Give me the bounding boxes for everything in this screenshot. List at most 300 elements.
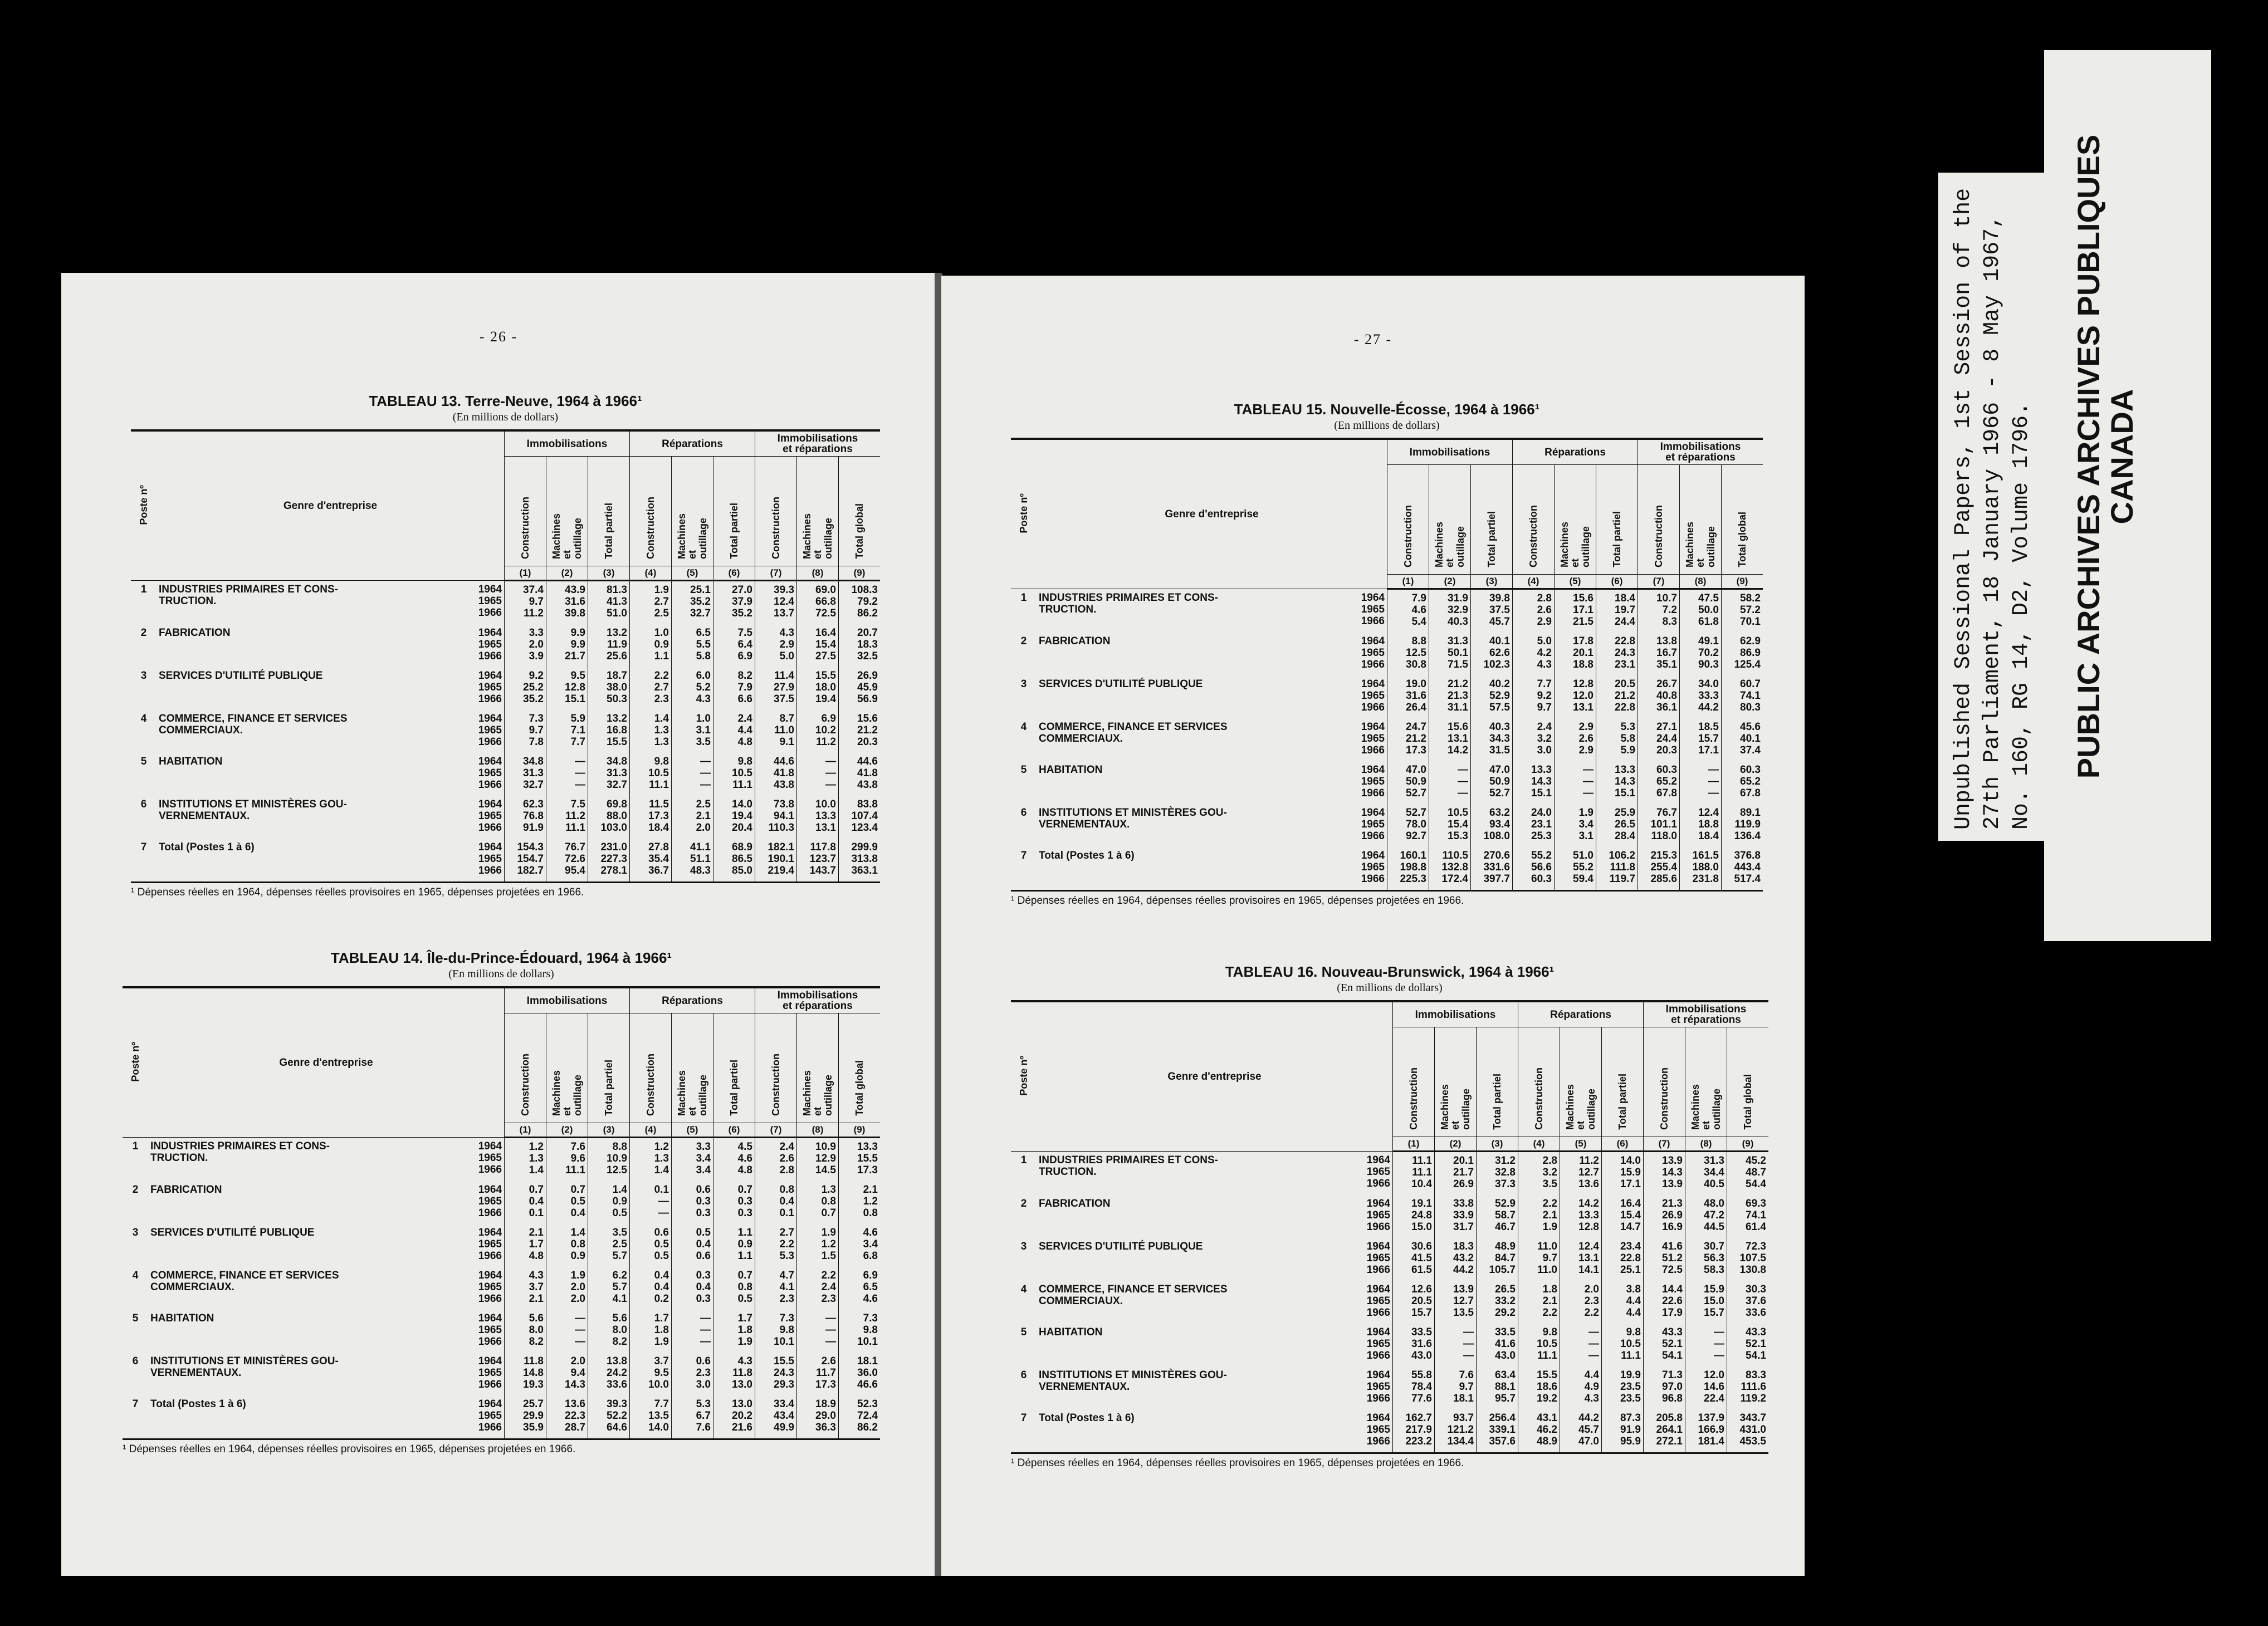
value-cell: 2.0 2.3 2.2 (1560, 1281, 1602, 1324)
value-cell: 17.8 20.1 18.8 (1555, 633, 1596, 675)
value-cell: 44.2 45.7 47.0 (1560, 1409, 1602, 1453)
value-cell: 34.8 31.3 32.7 (588, 753, 630, 796)
year-list: 1964 1965 1966 (1366, 1284, 1390, 1319)
value-cell: 58.2 57.2 70.1 (1722, 589, 1763, 633)
value-cell: 343.7 431.0 453.5 (1727, 1409, 1769, 1453)
business-type (1037, 1324, 1358, 1367)
column-header (839, 457, 881, 566)
value-cell: 69.8 88.0 103.0 (588, 796, 630, 839)
value-cell: 31.2 32.8 37.3 (1477, 1152, 1518, 1196)
value-cell: 62.9 86.9 125.4 (1722, 633, 1763, 675)
value-cell: 5.3 6.7 7.6 (672, 1395, 713, 1439)
column-header-label: Machines et outillage (1684, 521, 1717, 567)
year-list: 1964 1965 1966 (478, 670, 502, 705)
value-cell: 52.3 72.4 86.2 (839, 1395, 881, 1439)
column-group-header: Immobilisations (505, 987, 630, 1013)
value-cell: 1.2 1.3 1.4 (630, 1138, 672, 1182)
value-cell: 19.9 23.5 23.5 (1602, 1367, 1644, 1409)
value-cell: 69.0 66.8 72.5 (797, 581, 839, 625)
value-cell: 62.3 76.8 91.9 (505, 796, 546, 839)
column-number: (3) (1471, 575, 1513, 589)
column-number: (1) (505, 566, 546, 581)
table-row (123, 1395, 880, 1439)
year-list: 1964 1965 1966 (478, 799, 502, 834)
value-cell: 44.6 41.8 43.8 (839, 753, 881, 796)
column-group-header: Immobilisations et réparations (1638, 439, 1763, 465)
value-cell: 19.0 31.6 26.4 (1387, 675, 1429, 718)
column-header-label: Machines et outillage (676, 1070, 708, 1116)
column-number: (9) (839, 566, 881, 581)
value-cell: 39.8 37.5 45.7 (1471, 589, 1513, 633)
column-number: (5) (1560, 1137, 1602, 1152)
value-cell: — — — (1680, 761, 1722, 804)
value-cell: 15.6 13.1 14.2 (1429, 718, 1471, 761)
table-row (1011, 761, 1763, 804)
value-cell: 30.3 37.6 33.6 (1727, 1281, 1769, 1324)
column-number: (6) (1602, 1137, 1644, 1152)
column-header (1429, 465, 1471, 575)
poste-number: 6 (1020, 1369, 1027, 1381)
business-type-label: FABRICATION (1039, 635, 1111, 647)
column-header-label: Total global (1742, 1074, 1753, 1130)
column-header (1685, 1027, 1727, 1137)
value-cell: 9.2 25.2 35.2 (505, 667, 546, 710)
year-list: 1964 1965 1966 (1366, 1326, 1390, 1361)
value-cell: 7.3 9.8 10.1 (755, 1310, 797, 1353)
column-header-label: Construction (770, 1054, 781, 1116)
value-cell: 43.3 52.1 54.1 (1727, 1324, 1769, 1367)
table-row (131, 710, 880, 753)
value-cell: 4.6 3.4 6.8 (839, 1224, 881, 1267)
value-cell: 2.4 4.4 4.8 (713, 710, 755, 753)
business-type-label: FABRICATION (159, 627, 231, 639)
value-cell: 81.3 41.3 51.0 (588, 581, 630, 625)
value-cell: 7.9 4.6 5.4 (1387, 589, 1429, 633)
column-header (1555, 465, 1596, 575)
column-number: (6) (1596, 575, 1638, 589)
column-group-header: Immobilisations (1393, 1001, 1518, 1027)
value-cell: 7.7 9.2 9.7 (1513, 675, 1555, 718)
poste-number: 5 (132, 1312, 139, 1324)
column-number: (7) (755, 1123, 797, 1138)
column-group-header: Réparations (630, 430, 755, 457)
value-cell: 43.9 31.6 39.8 (546, 581, 588, 625)
business-type (1037, 675, 1352, 718)
value-cell: 1.4 1.3 1.3 (630, 710, 672, 753)
value-cell: 1.2 1.3 1.4 (505, 1138, 546, 1182)
poste-number: 5 (1020, 764, 1027, 776)
poste-header (1011, 1001, 1037, 1152)
value-cell: 2.2 2.1 1.9 (1518, 1195, 1560, 1238)
business-type (148, 1267, 470, 1310)
table-row (1011, 804, 1763, 847)
year-list: 1964 1965 1966 (1366, 1241, 1390, 1276)
business-type (1037, 1281, 1358, 1324)
column-header (755, 1013, 797, 1123)
value-cell: 13.2 16.8 15.5 (588, 710, 630, 753)
data-table (1011, 1000, 1768, 1454)
value-cell: 11.5 17.3 18.4 (630, 796, 672, 839)
column-header (797, 457, 839, 566)
value-cell: 1.4 0.8 0.9 (546, 1224, 588, 1267)
archive-stamp-text: PUBLIC ARCHIVES ARCHIVES PUBLIQUES CANADA (2071, 134, 2139, 779)
column-header (546, 1013, 588, 1123)
value-cell: 161.5 188.0 231.8 (1680, 847, 1722, 891)
value-cell: 15.9 15.0 15.7 (1685, 1281, 1727, 1324)
column-header (1513, 465, 1555, 575)
year-list: 1964 1965 1966 (470, 839, 505, 883)
table-row (1011, 633, 1763, 675)
column-number: (8) (1680, 575, 1722, 589)
catalog-card-text: Unpublished Sessional Papers, 1st Session of the 27th Parliament, 18 January 1966 - 8 May 1967, No. 160, RG 14, D2, Volume 1796. (1951, 188, 2034, 830)
table-footnote: ¹ Dépenses réelles en 1964, dépenses réelles provisoires en 1965, dépenses projetées en 1966. (131, 887, 584, 898)
business-type-label: INSTITUTIONS ET MINISTÈRES GOU- VERNEMENTAUX. (1039, 807, 1227, 830)
year-list: 1964 1965 1966 (1361, 592, 1385, 627)
column-number: (5) (672, 1123, 713, 1138)
genre-header: Genre d'entreprise (1037, 439, 1387, 589)
value-cell: 108.3 79.2 86.2 (839, 581, 881, 625)
value-cell: 33.5 41.6 43.0 (1477, 1324, 1518, 1367)
value-cell: 8.7 11.0 9.1 (755, 710, 797, 753)
year-list: 1964 1965 1966 (478, 1140, 502, 1176)
value-cell: — — — (546, 753, 588, 796)
poste-number: 2 (140, 627, 147, 639)
value-cell: 19.1 24.8 15.0 (1393, 1195, 1435, 1238)
value-cell: 30.7 56.3 58.3 (1685, 1238, 1727, 1281)
table-row (123, 1267, 880, 1310)
year-list: 1964 1965 1966 (1361, 678, 1385, 713)
value-cell: 18.3 43.2 44.2 (1435, 1238, 1477, 1281)
column-header-label: Machines et outillage (1564, 1084, 1597, 1130)
value-cell: 2.2 2.7 2.3 (630, 667, 672, 710)
table-subtitle: (En millions de dollars) (1334, 419, 1440, 432)
value-cell: 2.4 2.6 2.8 (755, 1138, 797, 1182)
value-cell: 137.9 166.9 181.4 (1685, 1409, 1727, 1453)
column-group-header: Immobilisations (505, 430, 630, 457)
column-number: (6) (713, 1123, 755, 1138)
value-cell: 1.7 1.8 1.9 (713, 1310, 755, 1353)
column-header-label: Machines et outillage (676, 513, 708, 559)
value-cell: 3.3 2.0 3.9 (505, 624, 546, 667)
column-number: (8) (797, 1123, 839, 1138)
column-header (1393, 1027, 1435, 1137)
business-type-label: INDUSTRIES PRIMAIRES ET CONS- TRUCTION. (1039, 1154, 1218, 1178)
value-cell: 26.9 45.9 56.9 (839, 667, 881, 710)
value-cell: 1.9 2.0 2.0 (546, 1267, 588, 1310)
value-cell: 10.7 7.2 8.3 (1638, 589, 1680, 633)
value-cell: 0.4 0.4 0.2 (630, 1267, 672, 1310)
business-type-label: INSTITUTIONS ET MINISTÈRES GOU- VERNEMENTAUX. (150, 1355, 339, 1379)
business-type-label: FABRICATION (1039, 1198, 1111, 1209)
column-header (672, 1013, 713, 1123)
business-type-label: HABITATION (1039, 1326, 1103, 1338)
table-row (1011, 1152, 1768, 1196)
table-row (1011, 1195, 1768, 1238)
value-cell: 34.0 33.3 44.2 (1680, 675, 1722, 718)
value-cell: 182.1 190.1 219.4 (755, 839, 797, 883)
column-header (630, 1013, 672, 1123)
value-cell: 47.5 50.0 61.8 (1680, 589, 1722, 633)
value-cell: 11.0 9.7 11.0 (1518, 1238, 1560, 1281)
value-cell: 2.6 11.7 17.3 (797, 1353, 839, 1395)
value-cell: 45.2 48.7 54.4 (1727, 1152, 1769, 1196)
value-cell: 16.4 15.4 27.5 (797, 624, 839, 667)
business-type-label: HABITATION (1039, 764, 1103, 776)
column-header (713, 1013, 755, 1123)
column-number: (7) (755, 566, 797, 581)
year-list: 1964 1965 1966 (478, 756, 502, 791)
column-header-label: Construction (1658, 1067, 1670, 1130)
value-cell: 13.9 12.7 13.5 (1435, 1281, 1477, 1324)
poste-header-label: Poste nº (129, 1041, 141, 1082)
poste-header (1011, 439, 1037, 589)
page-27 (941, 276, 1805, 1576)
value-cell: 20.5 21.2 22.8 (1596, 675, 1638, 718)
column-header (1387, 465, 1429, 575)
page-26 (61, 273, 936, 1576)
value-cell: 55.8 78.4 77.6 (1393, 1367, 1435, 1409)
column-header-label: Total global (853, 503, 865, 559)
table-row (123, 1181, 880, 1224)
business-type-label: INDUSTRIES PRIMAIRES ET CONS- TRUCTION. (150, 1140, 330, 1164)
poste-header-label: Poste nº (138, 484, 149, 525)
year-list: 1964 1965 1966 (470, 1395, 505, 1439)
column-number: (2) (546, 566, 588, 581)
poste-number: 3 (1020, 678, 1027, 690)
value-cell: 87.3 91.9 95.9 (1602, 1409, 1644, 1453)
column-header (1471, 465, 1513, 575)
column-number: (9) (1722, 575, 1763, 589)
table-footnote: ¹ Dépenses réelles en 1964, dépenses réelles provisoires en 1965, dépenses projetées en 1966. (123, 1443, 576, 1455)
value-cell: 27.1 24.4 20.3 (1638, 718, 1680, 761)
table-title: TABLEAU 16. Nouveau-Brunswick, 1964 à 1966¹ (1225, 963, 1555, 980)
table-13 (131, 393, 880, 899)
value-cell: 6.9 10.2 11.2 (797, 710, 839, 753)
value-cell: 44.6 41.8 43.8 (755, 753, 797, 796)
value-cell: 27.8 35.4 36.7 (630, 839, 672, 883)
year-list: 1964 1965 1966 (1352, 847, 1387, 891)
column-header-label: Construction (1407, 1067, 1419, 1130)
business-type (1037, 847, 1352, 891)
table-footnote: ¹ Dépenses réelles en 1964, dépenses réelles provisoires en 1965, dépenses projetées en 1966. (1011, 1457, 1464, 1469)
column-header-label: Machines et outillage (550, 1070, 583, 1116)
year-list: 1964 1965 1966 (478, 627, 502, 662)
value-cell: 34.8 31.3 32.7 (505, 753, 546, 796)
column-header (505, 457, 546, 566)
table-title: TABLEAU 14. Île-du-Prince-Édouard, 1964 à 1966¹ (330, 949, 672, 966)
value-cell: 9.8 10.5 11.1 (1602, 1324, 1644, 1367)
page-number: - 26 - (479, 329, 518, 345)
value-cell: 45.6 40.1 37.4 (1722, 718, 1763, 761)
value-cell: 25.9 26.5 28.4 (1596, 804, 1638, 847)
column-group-header: Immobilisations et réparations (755, 430, 881, 457)
value-cell: 14.4 22.6 17.9 (1644, 1281, 1685, 1324)
value-cell: 2.1 1.2 0.8 (839, 1181, 881, 1224)
poste-number: 4 (140, 713, 147, 724)
value-cell: 12.4 18.8 18.4 (1680, 804, 1722, 847)
business-type-label: COMMERCE, FINANCE ET SERVICES COMMERCIAUX. (159, 713, 348, 736)
value-cell: 1.0 3.1 3.5 (672, 710, 713, 753)
poste-number: 2 (1020, 635, 1027, 647)
table-row (123, 1138, 880, 1182)
poste-number: 4 (1020, 721, 1027, 733)
value-cell: 4.3 11.8 13.0 (713, 1353, 755, 1395)
column-header-label: Machines et outillage (1433, 521, 1466, 567)
value-cell: 25.1 35.2 32.7 (672, 581, 713, 625)
value-cell: — — — (797, 1310, 839, 1353)
table-subtitle: (En millions de dollars) (452, 411, 559, 423)
column-number: (9) (1727, 1137, 1769, 1152)
poste-number: 3 (140, 670, 147, 682)
business-type-label: INSTITUTIONS ET MINISTÈRES GOU- VERNEMENTAUX. (159, 799, 347, 822)
column-header-label: Total partiel (728, 1060, 740, 1116)
value-cell: 11.1 11.1 10.4 (1393, 1152, 1435, 1196)
poste-number: 7 (1011, 847, 1037, 891)
table-row (123, 1353, 880, 1395)
column-group-header: Immobilisations (1387, 439, 1513, 465)
table-row (131, 839, 880, 883)
value-cell: 18.1 36.0 46.6 (839, 1353, 881, 1395)
business-type (157, 710, 470, 753)
value-cell: 14.0 19.4 20.4 (713, 796, 755, 839)
year-list: 1964 1965 1966 (478, 1184, 502, 1219)
business-type-label: HABITATION (159, 756, 223, 767)
value-cell: 4.3 3.7 2.1 (505, 1267, 546, 1310)
value-cell: 89.1 119.9 136.4 (1722, 804, 1763, 847)
year-list: 1964 1965 1966 (478, 584, 502, 619)
poste-number: 2 (1020, 1198, 1027, 1209)
value-cell: 60.3 65.2 67.8 (1722, 761, 1763, 804)
column-number: (5) (672, 566, 713, 581)
poste-header (131, 430, 157, 581)
value-cell: 23.4 22.8 25.1 (1602, 1238, 1644, 1281)
value-cell: 10.5 15.4 15.3 (1429, 804, 1471, 847)
column-number: (1) (505, 1123, 546, 1138)
value-cell: 5.6 8.0 8.2 (588, 1310, 630, 1353)
value-cell: 33.5 31.6 43.0 (1393, 1324, 1435, 1367)
column-number: (7) (1644, 1137, 1685, 1152)
value-cell: 13.9 14.3 13.9 (1644, 1152, 1685, 1196)
value-cell: 41.6 51.2 72.5 (1644, 1238, 1685, 1281)
value-cell: 12.6 20.5 15.7 (1393, 1281, 1435, 1324)
column-group-header: Réparations (630, 987, 755, 1013)
archive-stamp (2044, 50, 2211, 941)
value-cell: 15.5 24.3 29.3 (755, 1353, 797, 1395)
year-list: 1964 1965 1966 (1361, 807, 1385, 842)
value-cell: 18.5 15.7 17.1 (1680, 718, 1722, 761)
value-cell: 13.8 16.7 35.1 (1638, 633, 1680, 675)
value-cell: 20.7 18.3 32.5 (839, 624, 881, 667)
value-cell: 7.5 11.2 11.1 (546, 796, 588, 839)
business-type-label: Total (Postes 1 à 6) (159, 841, 255, 853)
value-cell: 376.8 443.4 517.4 (1722, 847, 1763, 891)
value-cell: 1.4 0.9 0.5 (588, 1181, 630, 1224)
column-header (1435, 1027, 1477, 1137)
value-cell: 3.3 3.4 3.4 (672, 1138, 713, 1182)
table-row (1011, 1367, 1768, 1409)
value-cell: 69.3 74.1 61.4 (1727, 1195, 1769, 1238)
column-group-header: Immobilisations et réparations (1644, 1001, 1769, 1027)
poste-number: 6 (132, 1355, 139, 1367)
column-number: (4) (1518, 1137, 1560, 1152)
business-type (148, 1224, 470, 1267)
column-number: (4) (630, 566, 672, 581)
value-cell: 3.7 9.5 10.0 (630, 1353, 672, 1395)
year-list: 1964 1965 1966 (1361, 635, 1385, 670)
value-cell: 5.0 4.2 4.3 (1513, 633, 1555, 675)
value-cell: 30.6 41.5 61.5 (1393, 1238, 1435, 1281)
value-cell: 9.9 9.9 21.7 (546, 624, 588, 667)
column-number: (4) (630, 1123, 672, 1138)
value-cell: 8.8 12.5 30.8 (1387, 633, 1429, 675)
business-type-label: SERVICES D'UTILITÉ PUBLIQUE (1039, 678, 1203, 690)
year-list: 1964 1965 1966 (478, 1355, 502, 1390)
business-type (148, 1181, 470, 1224)
value-cell: 15.6 17.1 21.5 (1555, 589, 1596, 633)
column-header (755, 457, 797, 566)
business-type-label: SERVICES D'UTILITÉ PUBLIQUE (1039, 1241, 1203, 1252)
genre-header: Genre d'entreprise (157, 430, 505, 581)
value-cell: 39.3 12.4 13.7 (755, 581, 797, 625)
genre-header: Genre d'entreprise (1037, 1001, 1393, 1152)
value-cell: 162.7 217.9 223.2 (1393, 1409, 1435, 1453)
table-title: TABLEAU 13. Terre-Neuve, 1964 à 1966¹ (369, 393, 642, 409)
value-cell: 2.7 2.2 5.3 (755, 1224, 797, 1267)
column-header-label: Construction (1402, 505, 1414, 567)
table-row (1011, 1281, 1768, 1324)
value-cell: 60.7 74.1 80.3 (1722, 675, 1763, 718)
page-number: - 27 - (1353, 331, 1392, 347)
value-cell: 2.5 2.1 2.0 (672, 796, 713, 839)
column-header-label: Total global (1736, 512, 1748, 567)
year-list: 1964 1965 1966 (478, 713, 502, 748)
table-14 (123, 949, 880, 1456)
value-cell: 24.7 21.2 17.3 (1387, 718, 1429, 761)
value-cell: 14.2 13.3 12.8 (1560, 1195, 1602, 1238)
poste-number: 6 (140, 799, 147, 810)
value-cell: — — — (672, 1310, 713, 1353)
year-list: 1964 1965 1966 (478, 1312, 502, 1348)
value-cell: 3.5 2.5 5.7 (588, 1224, 630, 1267)
value-cell: 2.4 3.2 3.0 (1513, 718, 1555, 761)
value-cell: 160.1 198.8 225.3 (1387, 847, 1429, 891)
value-cell: 0.1 — — (630, 1181, 672, 1224)
value-cell: 13.3 15.5 17.3 (839, 1138, 881, 1182)
value-cell: 13.3 14.3 15.1 (1596, 761, 1638, 804)
value-cell: 63.2 93.4 108.0 (1471, 804, 1513, 847)
business-type-label: INSTITUTIONS ET MINISTÈRES GOU- VERNEMENTAUX. (1039, 1369, 1227, 1393)
poste-number: 5 (140, 756, 147, 767)
column-number: (3) (588, 566, 630, 581)
value-cell: 16.4 15.4 14.7 (1602, 1195, 1644, 1238)
value-cell: 40.1 62.6 102.3 (1471, 633, 1513, 675)
column-number: (2) (546, 1123, 588, 1138)
value-cell: 1.9 3.4 3.1 (1555, 804, 1596, 847)
column-header-label: Construction (644, 1054, 656, 1116)
value-cell: 40.3 34.3 31.5 (1471, 718, 1513, 761)
column-header (1477, 1027, 1518, 1137)
value-cell: 25.7 29.9 35.9 (505, 1395, 546, 1439)
business-type (157, 667, 470, 710)
poste-number: 3 (1020, 1241, 1027, 1252)
value-cell: 93.7 121.2 134.4 (1435, 1409, 1477, 1453)
column-header (1596, 465, 1638, 575)
value-cell: 231.0 227.3 278.1 (588, 839, 630, 883)
column-header-label: Total partiel (1616, 1074, 1628, 1130)
table-row (1011, 1238, 1768, 1281)
value-cell: 13.3 14.3 15.1 (1513, 761, 1555, 804)
value-cell: 71.3 97.0 96.8 (1644, 1367, 1685, 1409)
